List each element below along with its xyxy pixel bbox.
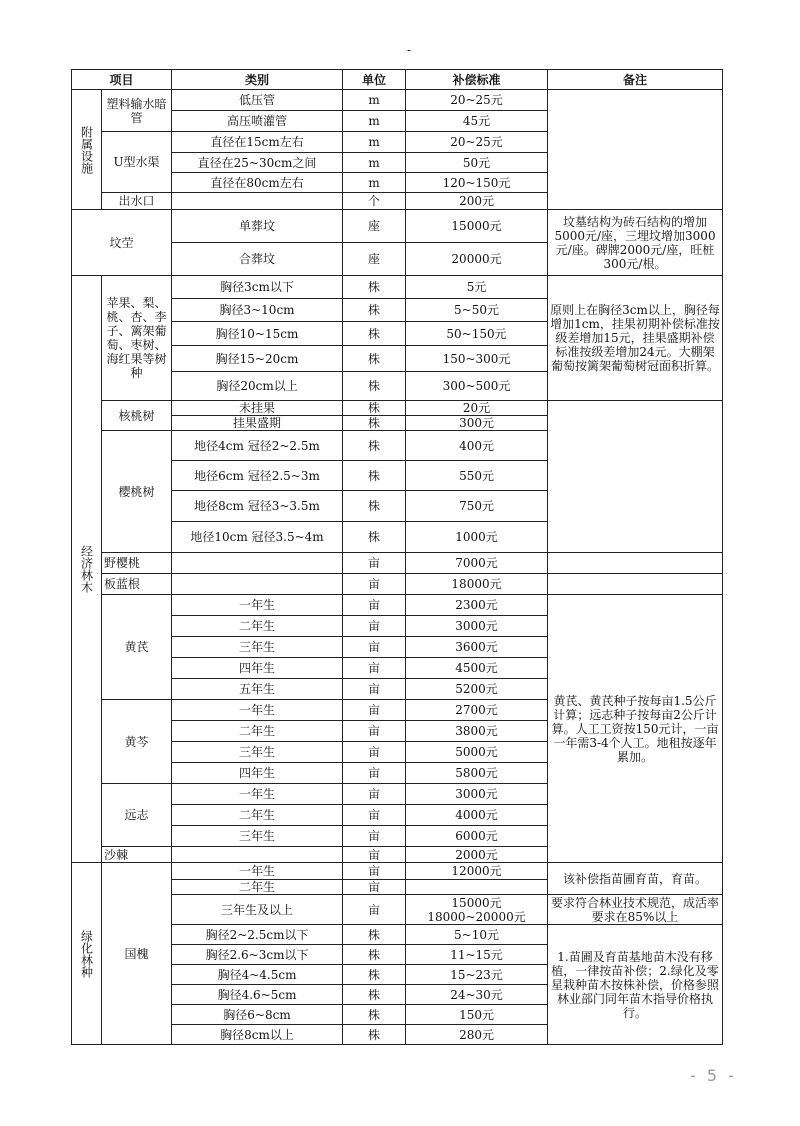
subgroup-wild-cherry: 野樱桃 xyxy=(102,553,172,574)
cell-category: 胸径3~10cm xyxy=(172,299,343,322)
cell-remarks xyxy=(548,90,723,210)
cell-standard: 200元 xyxy=(406,193,548,210)
cell-unit: 亩 xyxy=(343,895,406,925)
cell-standard: 20000元 xyxy=(406,243,548,276)
cell-unit: m xyxy=(343,173,406,193)
subgroup-walnut: 核桃树 xyxy=(102,401,172,431)
cell-category: 一年生 xyxy=(172,863,343,880)
cell-unit: 座 xyxy=(343,243,406,276)
cell-standard: 550元 xyxy=(406,461,548,491)
cell-unit: 株 xyxy=(343,431,406,461)
cell-remarks: 1.苗圃及育苗基地苗木没有移植，一律按苗补偿；2.绿化及零星栽种苗木按株补偿，价格参照林业部门同年苗木指导价格执行。 xyxy=(548,925,723,1045)
cell-standard: 280元 xyxy=(406,1025,548,1045)
cell-unit: 株 xyxy=(343,1025,406,1045)
cell-standard: 150~300元 xyxy=(406,346,548,372)
cell-category: 胸径3cm以下 xyxy=(172,276,343,299)
cell-unit: 株 xyxy=(343,276,406,299)
cell-remarks: 黄芪、黄芪种子按每亩1.5公斤计算；远志种子按每亩2公斤计算。人工工资按150元计，一亩一年需3-4个人工。地租按逐年累加。 xyxy=(548,595,723,863)
cell-category xyxy=(172,574,343,595)
cell-unit: 亩 xyxy=(343,700,406,721)
cell-remarks: 原则上在胸径3cm以上，胸径每增加1cm，挂果初期补偿标准按级差增加15元，挂果盛期补偿标准按级差增加24元。大棚架葡萄按篱架葡萄树冠面积折算。 xyxy=(548,276,723,401)
cell-unit: 亩 xyxy=(343,595,406,616)
cell-category: 胸径20cm以上 xyxy=(172,372,343,401)
cell-category xyxy=(172,847,343,863)
cell-category: 直径在25~30cm之间 xyxy=(172,153,343,173)
cell-category: 直径在15cm左右 xyxy=(172,132,343,153)
table-row xyxy=(72,276,723,299)
cell-standard: 20元 xyxy=(406,401,548,416)
cell-standard: 2700元 xyxy=(406,700,548,721)
cell-unit: 亩 xyxy=(343,784,406,805)
subgroup-fruit-trees: 苹果、梨、桃、杏、李子、篱架葡萄、枣树、海红果等树种 xyxy=(102,276,172,401)
header-row xyxy=(72,70,723,90)
cell-unit: 亩 xyxy=(343,721,406,742)
cell-standard: 12000元 xyxy=(406,863,548,880)
cell-standard: 45元 xyxy=(406,111,548,132)
cell-standard: 5800元 xyxy=(406,763,548,784)
cell-standard: 2000元 xyxy=(406,847,548,863)
cell-standard: 5000元 xyxy=(406,742,548,763)
group-economic: 经济林木 xyxy=(72,276,102,863)
subgroup-cherry: 樱桃树 xyxy=(102,431,172,553)
cell-remarks xyxy=(548,401,723,553)
cell-category: 未挂果 xyxy=(172,401,343,416)
cell-unit: 株 xyxy=(343,925,406,945)
cell-unit: 株 xyxy=(343,491,406,522)
cell-category: 胸径2~2.5cm以下 xyxy=(172,925,343,945)
cell-standard: 3000元 xyxy=(406,784,548,805)
cell-category xyxy=(172,553,343,574)
cell-category: 挂果盛期 xyxy=(172,416,343,431)
group-tomb: 坟茔 xyxy=(72,210,172,276)
cell-category: 高压喷灌管 xyxy=(172,111,343,132)
cell-standard: 50元 xyxy=(406,153,548,173)
cell-category: 胸径4~4.5cm xyxy=(172,965,343,985)
cell-unit: 亩 xyxy=(343,763,406,784)
cell-category: 地径4cm 冠径2~2.5m xyxy=(172,431,343,461)
subgroup-plastic-pipe: 塑料输水暗管 xyxy=(102,90,172,132)
cell-standard: 50~150元 xyxy=(406,322,548,346)
subgroup-scutellaria: 黄芩 xyxy=(102,700,172,784)
cell-standard: 1000元 xyxy=(406,522,548,553)
cell-unit: 亩 xyxy=(343,826,406,847)
cell-standard: 4000元 xyxy=(406,805,548,826)
cell-category: 一年生 xyxy=(172,595,343,616)
cell-category: 二年生 xyxy=(172,805,343,826)
cell-standard: 3600元 xyxy=(406,637,548,658)
cell-standard: 7000元 xyxy=(406,553,548,574)
cell-category: 四年生 xyxy=(172,658,343,679)
cell-standard: 20~25元 xyxy=(406,90,548,111)
cell-unit: m xyxy=(343,111,406,132)
cell-unit: 株 xyxy=(343,322,406,346)
cell-unit: m xyxy=(343,153,406,173)
table-row xyxy=(72,90,723,111)
cell-category: 胸径10~15cm xyxy=(172,322,343,346)
cell-unit: 株 xyxy=(343,401,406,416)
cell-unit: 个 xyxy=(343,193,406,210)
cell-category: 地径8cm 冠径3~3.5m xyxy=(172,491,343,522)
header-category: 类别 xyxy=(172,70,343,90)
subgroup-sophora: 国槐 xyxy=(102,863,172,1045)
table-row xyxy=(72,574,723,595)
cell-unit: m xyxy=(343,90,406,111)
cell-standard: 5200元 xyxy=(406,679,548,700)
cell-unit: 株 xyxy=(343,416,406,431)
cell-standard: 300元 xyxy=(406,416,548,431)
cell-unit: 亩 xyxy=(343,847,406,863)
cell-remarks xyxy=(548,574,723,595)
cell-unit: 株 xyxy=(343,1005,406,1025)
cell-unit: 亩 xyxy=(343,742,406,763)
cell-standard: 24~30元 xyxy=(406,985,548,1005)
cell-category: 直径在80cm左右 xyxy=(172,173,343,193)
cell-unit: 株 xyxy=(343,945,406,965)
cell-category: 地径6cm 冠径2.5~3m xyxy=(172,461,343,491)
subgroup-isatis: 板蓝根 xyxy=(102,574,172,595)
cell-unit: 亩 xyxy=(343,553,406,574)
group-attached: 附属设施 xyxy=(72,90,102,210)
cell-unit: 株 xyxy=(343,372,406,401)
cell-standard: 4500元 xyxy=(406,658,548,679)
cell-category: 胸径2.6~3cm以下 xyxy=(172,945,343,965)
cell-category: 三年生及以上 xyxy=(172,895,343,925)
cell-category: 三年生 xyxy=(172,826,343,847)
cell-category: 二年生 xyxy=(172,616,343,637)
cell-category: 胸径6~8cm xyxy=(172,1005,343,1025)
header-item: 项目 xyxy=(72,70,172,90)
cell-standard: 750元 xyxy=(406,491,548,522)
cell-standard: 15~23元 xyxy=(406,965,548,985)
cell-standard: 15000元 18000~20000元 xyxy=(406,895,548,925)
cell-unit: 株 xyxy=(343,522,406,553)
cell-category: 低压管 xyxy=(172,90,343,111)
subgroup-u-channel: U型水渠 xyxy=(102,132,172,193)
cell-remarks xyxy=(548,553,723,574)
subgroup-polygala: 远志 xyxy=(102,784,172,847)
cell-category: 四年生 xyxy=(172,763,343,784)
cell-unit: 株 xyxy=(343,985,406,1005)
cell-category: 胸径4.6~5cm xyxy=(172,985,343,1005)
cell-category: 五年生 xyxy=(172,679,343,700)
cell-unit: 株 xyxy=(343,299,406,322)
cell-unit: 株 xyxy=(343,461,406,491)
cell-category: 胸径8cm以上 xyxy=(172,1025,343,1045)
table-row xyxy=(72,210,723,243)
cell-standard: 6000元 xyxy=(406,826,548,847)
cell-standard: 11~15元 xyxy=(406,945,548,965)
subgroup-astragalus: 黄芪 xyxy=(102,595,172,700)
cell-standard: 15000元 xyxy=(406,210,548,243)
compensation-table xyxy=(71,69,723,1045)
cell-unit: 亩 xyxy=(343,805,406,826)
cell-remarks: 要求符合林业技术规范，成活率要求在85%以上 xyxy=(548,895,723,925)
cell-unit: 株 xyxy=(343,965,406,985)
cell-category: 单葬坟 xyxy=(172,210,343,243)
cell-category: 二年生 xyxy=(172,721,343,742)
cell-category: 三年生 xyxy=(172,637,343,658)
cell-unit: 亩 xyxy=(343,658,406,679)
subgroup-outlet: 出水口 xyxy=(102,193,172,210)
cell-unit: 座 xyxy=(343,210,406,243)
cell-standard: 5~50元 xyxy=(406,299,548,322)
table-row xyxy=(72,401,723,416)
cell-unit: 株 xyxy=(343,346,406,372)
cell-standard: 120~150元 xyxy=(406,173,548,193)
cell-unit: 亩 xyxy=(343,863,406,880)
cell-category: 一年生 xyxy=(172,784,343,805)
cell-standard xyxy=(406,880,548,895)
cell-unit: 亩 xyxy=(343,880,406,895)
cell-unit: m xyxy=(343,132,406,153)
cell-standard: 300~500元 xyxy=(406,372,548,401)
cell-category: 胸径15~20cm xyxy=(172,346,343,372)
top-mark: - xyxy=(407,43,412,57)
header-remarks: 备注 xyxy=(548,70,723,90)
table-row xyxy=(72,863,723,880)
cell-standard: 5元 xyxy=(406,276,548,299)
table-row xyxy=(72,553,723,574)
cell-standard: 150元 xyxy=(406,1005,548,1025)
table-row xyxy=(72,595,723,616)
cell-category xyxy=(172,193,343,210)
cell-unit: 亩 xyxy=(343,637,406,658)
cell-category: 二年生 xyxy=(172,880,343,895)
group-greening: 绿化林种 xyxy=(72,863,102,1045)
cell-standard: 20~25元 xyxy=(406,132,548,153)
cell-standard: 2300元 xyxy=(406,595,548,616)
cell-standard: 5~10元 xyxy=(406,925,548,945)
cell-category: 三年生 xyxy=(172,742,343,763)
cell-remarks: 该补偿指苗圃育苗，育苗。 xyxy=(548,863,723,895)
page-number: - 5 - xyxy=(690,1066,737,1085)
cell-unit: 亩 xyxy=(343,616,406,637)
cell-unit: 亩 xyxy=(343,574,406,595)
cell-standard: 400元 xyxy=(406,431,548,461)
cell-unit: 亩 xyxy=(343,679,406,700)
cell-category: 地径10cm 冠径3.5~4m xyxy=(172,522,343,553)
header-standard: 补偿标准 xyxy=(406,70,548,90)
header-unit: 单位 xyxy=(343,70,406,90)
cell-standard: 18000元 xyxy=(406,574,548,595)
cell-category: 合葬坟 xyxy=(172,243,343,276)
cell-standard: 3800元 xyxy=(406,721,548,742)
subgroup-seabuckthorn: 沙棘 xyxy=(102,847,172,863)
cell-standard: 3000元 xyxy=(406,616,548,637)
cell-remarks: 坟墓结构为砖石结构的增加5000元/座，三埋坟增加3000元/座。碑牌2000元/座，旺桩300元/根。 xyxy=(548,210,723,276)
cell-category: 一年生 xyxy=(172,700,343,721)
